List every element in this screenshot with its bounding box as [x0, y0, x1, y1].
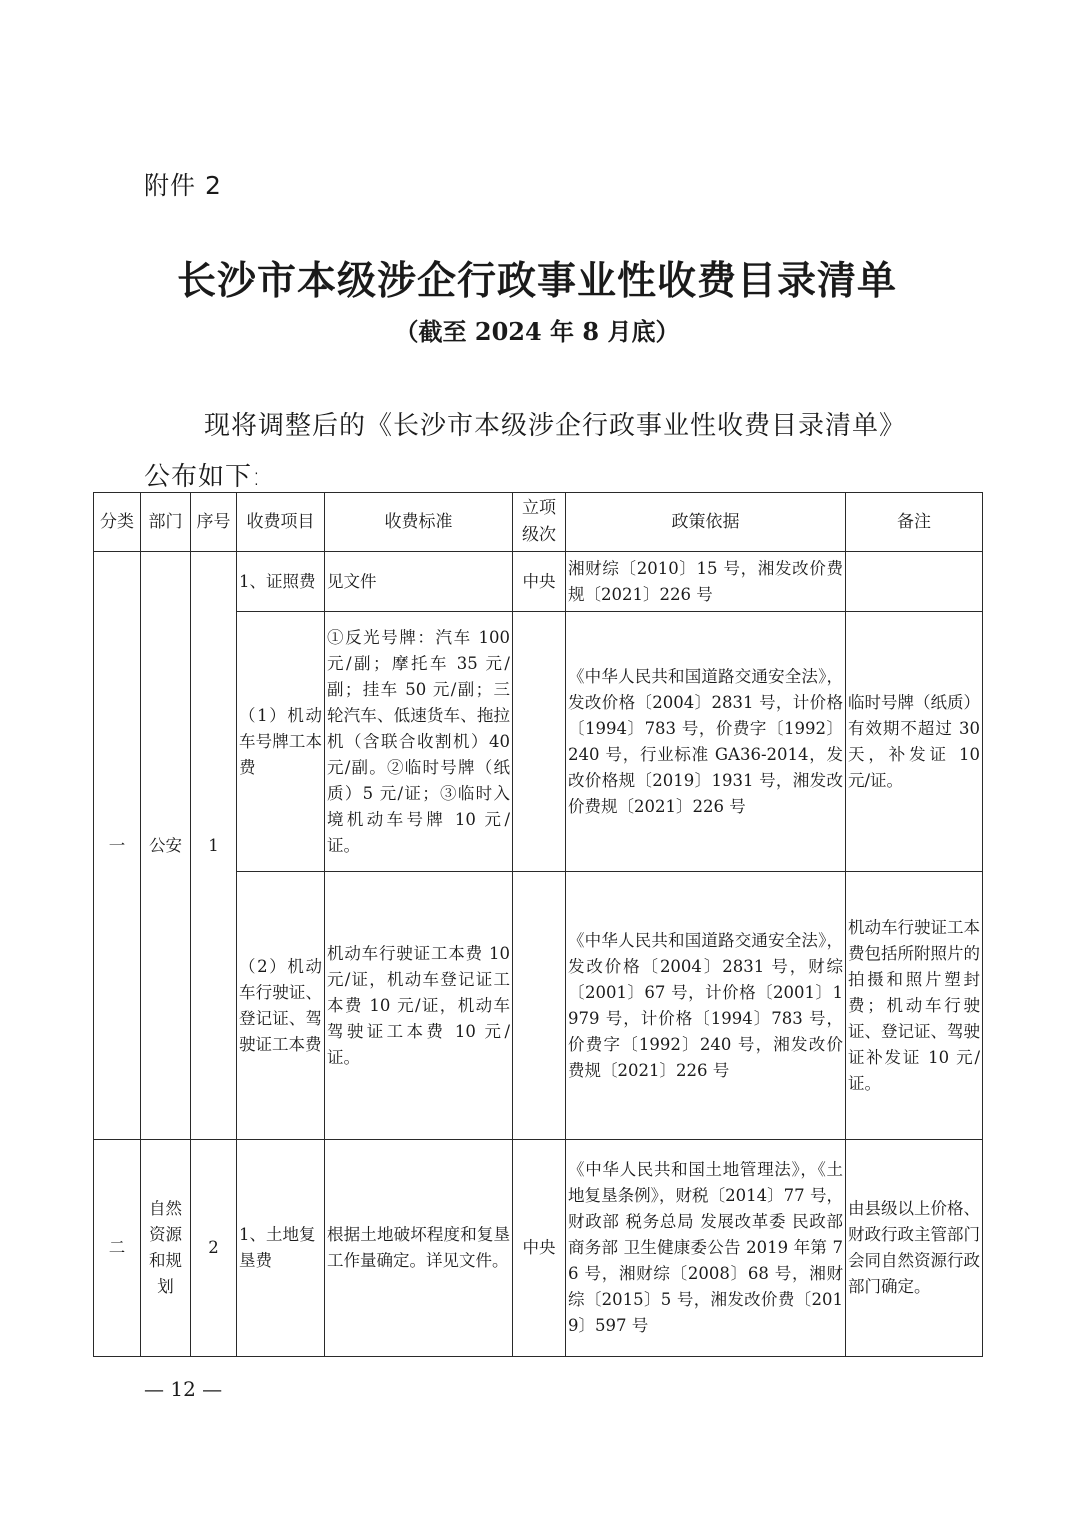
cell-level — [513, 612, 566, 872]
attachment-label: 附件 2 — [144, 171, 222, 200]
column-header-category: 分类 — [94, 493, 141, 552]
intro-line-2: 公布如下: — [144, 462, 262, 492]
page-number: — 12 — — [144, 1377, 223, 1401]
cell-note: 机动车行驶证工本费包括所附照片的拍摄和照片塑封费；机动车行驶证、登记证、驾驶证补发证 10 元/证。 — [846, 872, 983, 1140]
cell-basis: 《中华人民共和国土地管理法》，《土地复垦条例》，财税〔2014〕77 号，财政部 税务总局 发展改革委 民政部 商务部 卫生健康委公告 2019 年第 76 号，湘财综〔2008〕68 号，湘财综〔2015〕5 号，湘发改价费〔2019〕597 号 — [566, 1140, 846, 1357]
document-title: 长沙市本级涉企行政事业性收费目录清单 — [176, 258, 897, 304]
cell-basis: 《中华人民共和国道路交通安全法》，发改价格〔2004〕2831 号，财综〔2001〕67 号，计价格〔2001〕1979 号，计价格〔1994〕783 号，价费字〔1992〕240 号，湘发改价费规〔2021〕226 号 — [566, 872, 846, 1140]
cell-item: 1、土地复垦费 — [237, 1140, 325, 1357]
intro-line-1: 现将调整后的《长沙市本级涉企行政事业性收费目录清单》 — [204, 411, 907, 441]
cell-level: 中央 — [513, 552, 566, 612]
fee-table — [93, 492, 983, 1357]
cell-department: 公安 — [141, 552, 191, 1140]
cell-category: 一 — [94, 552, 141, 1140]
column-header-level-text: 立项级次 — [522, 498, 556, 545]
column-header-basis: 政策依据 — [566, 493, 846, 552]
column-header-item: 收费项目 — [237, 493, 325, 552]
cell-level — [513, 872, 566, 1140]
cell-note: 由县级以上价格、财政行政主管部门会同自然资源行政部门确定。 — [846, 1140, 983, 1357]
cell-item: （2）机动车行驶证、登记证、驾驶证工本费 — [237, 872, 325, 1140]
cell-basis: 《中华人民共和国道路交通安全法》，发改价格〔2004〕2831 号，计价格〔1994〕783 号，价费字〔1992〕240 号，行业标准 GA36-2014，发改价格规〔2019〕1931 号，湘发改价费规〔2021〕226 号 — [566, 612, 846, 872]
cell-standard: 见文件 — [325, 552, 513, 612]
table-row — [94, 552, 983, 612]
column-header-department: 部门 — [141, 493, 191, 552]
cell-level: 中央 — [513, 1140, 566, 1357]
cell-department — [141, 1140, 191, 1357]
document-subtitle: （截至 2024 年 8 月底） — [394, 317, 680, 346]
cell-item: （1）机动车号牌工本费 — [237, 612, 325, 872]
cell-item: 1、证照费 — [237, 552, 325, 612]
cell-standard: 机动车行驶证工本费 10 元/证，机动车登记证工本费 10 元/证，机动车驾驶证工本费 10 元/证。 — [325, 872, 513, 1140]
cell-standard: 根据土地破坏程度和复垦工作量确定。详见文件。 — [325, 1140, 513, 1357]
column-header-seq: 序号 — [191, 493, 237, 552]
column-header-standard: 收费标准 — [325, 493, 513, 552]
table-header-row — [94, 493, 983, 552]
cell-basis: 湘财综〔2010〕15 号，湘发改价费规〔2021〕226 号 — [566, 552, 846, 612]
column-header-note: 备注 — [846, 493, 983, 552]
cell-seq: 2 — [191, 1140, 237, 1357]
table-row — [94, 1140, 983, 1357]
cell-standard: ①反光号牌：汽车 100 元/副；摩托车 35 元/副；挂车 50 元/副；三轮汽车、低速货车、拖拉机（含联合收割机）40 元/副。②临时号牌（纸质）5 元/证；③临时入境机动车号牌 10 元/证。 — [325, 612, 513, 872]
cell-category: 二 — [94, 1140, 141, 1357]
cell-note: 临时号牌（纸质）有效期不超过 30 天，补发证 10 元/证。 — [846, 612, 983, 872]
column-header-level — [513, 493, 566, 552]
cell-seq: 1 — [191, 552, 237, 1140]
cell-department-text: 自然资源和规划 — [149, 1199, 182, 1296]
cell-note — [846, 552, 983, 612]
